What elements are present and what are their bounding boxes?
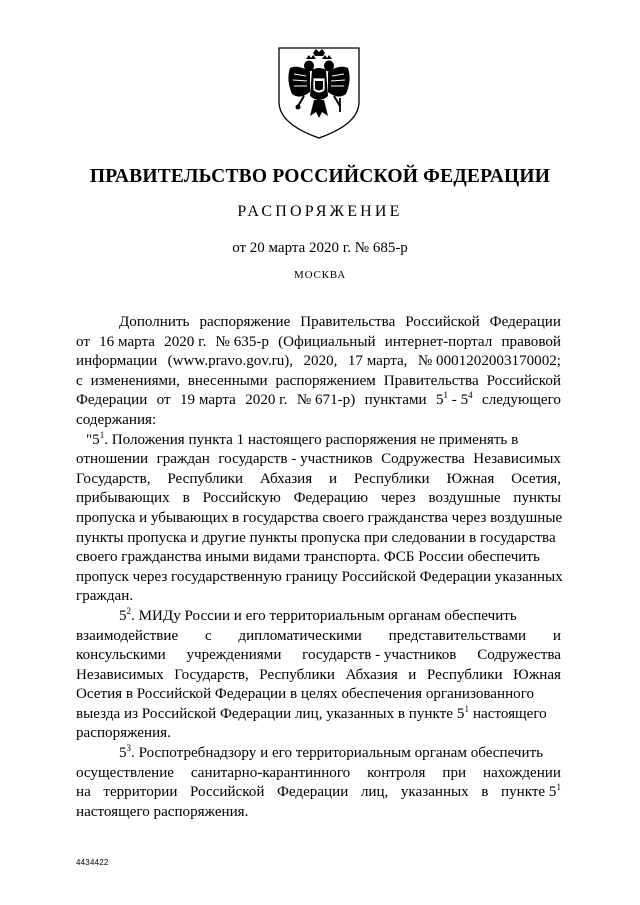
clause-reference: $5^1 - 5^4$ xyxy=(435,390,473,409)
text-line: распоряжения. xyxy=(76,725,171,742)
text-line: информации (www.pravo.gov.ru), 2020, 17 марта, № 0001202003170002; xyxy=(76,353,561,370)
text-line: настоящего распоряжения. xyxy=(76,803,249,820)
text-line: Независимых Государств, Республики Абхазия и Республики Южная xyxy=(76,666,561,683)
text-line: содержания: xyxy=(76,411,157,428)
text-line: граждан. xyxy=(76,588,134,605)
text-line: отношении граждан государств - участников Содружества Независимых xyxy=(76,451,561,468)
clause-reference: $5^1$ xyxy=(456,703,469,722)
document-city: МОСКВА xyxy=(294,269,346,281)
text-line xyxy=(76,607,561,627)
text-line: выезда из Российской Федерации лиц, указанных в пункте $5^1$ настоящего xyxy=(76,705,561,725)
document-date-number: от 20 марта 2020 г. № 685-р xyxy=(232,240,408,256)
text-line xyxy=(76,744,561,764)
text-line: с изменениями, внесенными распоряжением Правительства Российской xyxy=(76,372,561,389)
clause-heading: "$5^1$. Положения пункта 1 настоящего распоряжения не применять в xyxy=(86,429,519,448)
text-line: пропуска и убывающих в государства своего гражданства через воздушные xyxy=(76,509,563,526)
text-line: Осетия в Российской Федерации в целях обеспечения организованного xyxy=(76,686,535,703)
text-line: Федерации от 19 марта 2020 г. № 671-р) пунктами $5^1 - 5^4$ следующего xyxy=(76,391,561,411)
coat-of-arms-icon xyxy=(276,46,362,140)
text-line: своего гражданства иными видами транспорта. ФСБ России обеспечить xyxy=(76,549,540,566)
text-line xyxy=(76,431,561,451)
clause-reference: пункте $5^1$ xyxy=(501,782,561,801)
text-line: на территории Российской Федерации лиц, указанных в пункте $5^1$ xyxy=(76,783,561,803)
government-title: ПРАВИТЕЛЬСТВО РОССИЙСКОЙ ФЕДЕРАЦИИ xyxy=(89,166,551,187)
text-line: Дополнить распоряжение Правительства Российской Федерации xyxy=(119,314,561,330)
text-line: взаимодействие с дипломатическими представительствами и xyxy=(76,627,561,644)
text-line: осуществление санитарно-карантинного контроля при нахождении xyxy=(76,764,561,781)
text-line: пункты пропуска и другие пункты пропуска при следовании в государства xyxy=(76,529,556,546)
text-line: Государств, Республики Абхазия и Республики Южная Осетия, xyxy=(76,470,561,487)
clause-heading: $5^3$. Роспотребнадзору и его территориальным органам обеспечить xyxy=(119,743,544,762)
text-line: прибывающих в Российскую Федерацию через воздушные пункты xyxy=(76,490,561,507)
footer-document-code: 4434422 xyxy=(76,858,109,867)
document-type: РАСПОРЯЖЕНИЕ xyxy=(237,203,403,220)
text-line: пропуск через государственную границу Российской Федерации указанных xyxy=(76,568,563,585)
clause-heading: $5^2$. МИДу России и его территориальным органам обеспечить xyxy=(119,605,517,624)
text-line: консульскими учреждениями государств - участников Содружества xyxy=(76,647,561,664)
document-body xyxy=(76,313,561,822)
text-line: от 16 марта 2020 г. № 635-р (Официальный интернет-портал правовой xyxy=(76,333,561,350)
